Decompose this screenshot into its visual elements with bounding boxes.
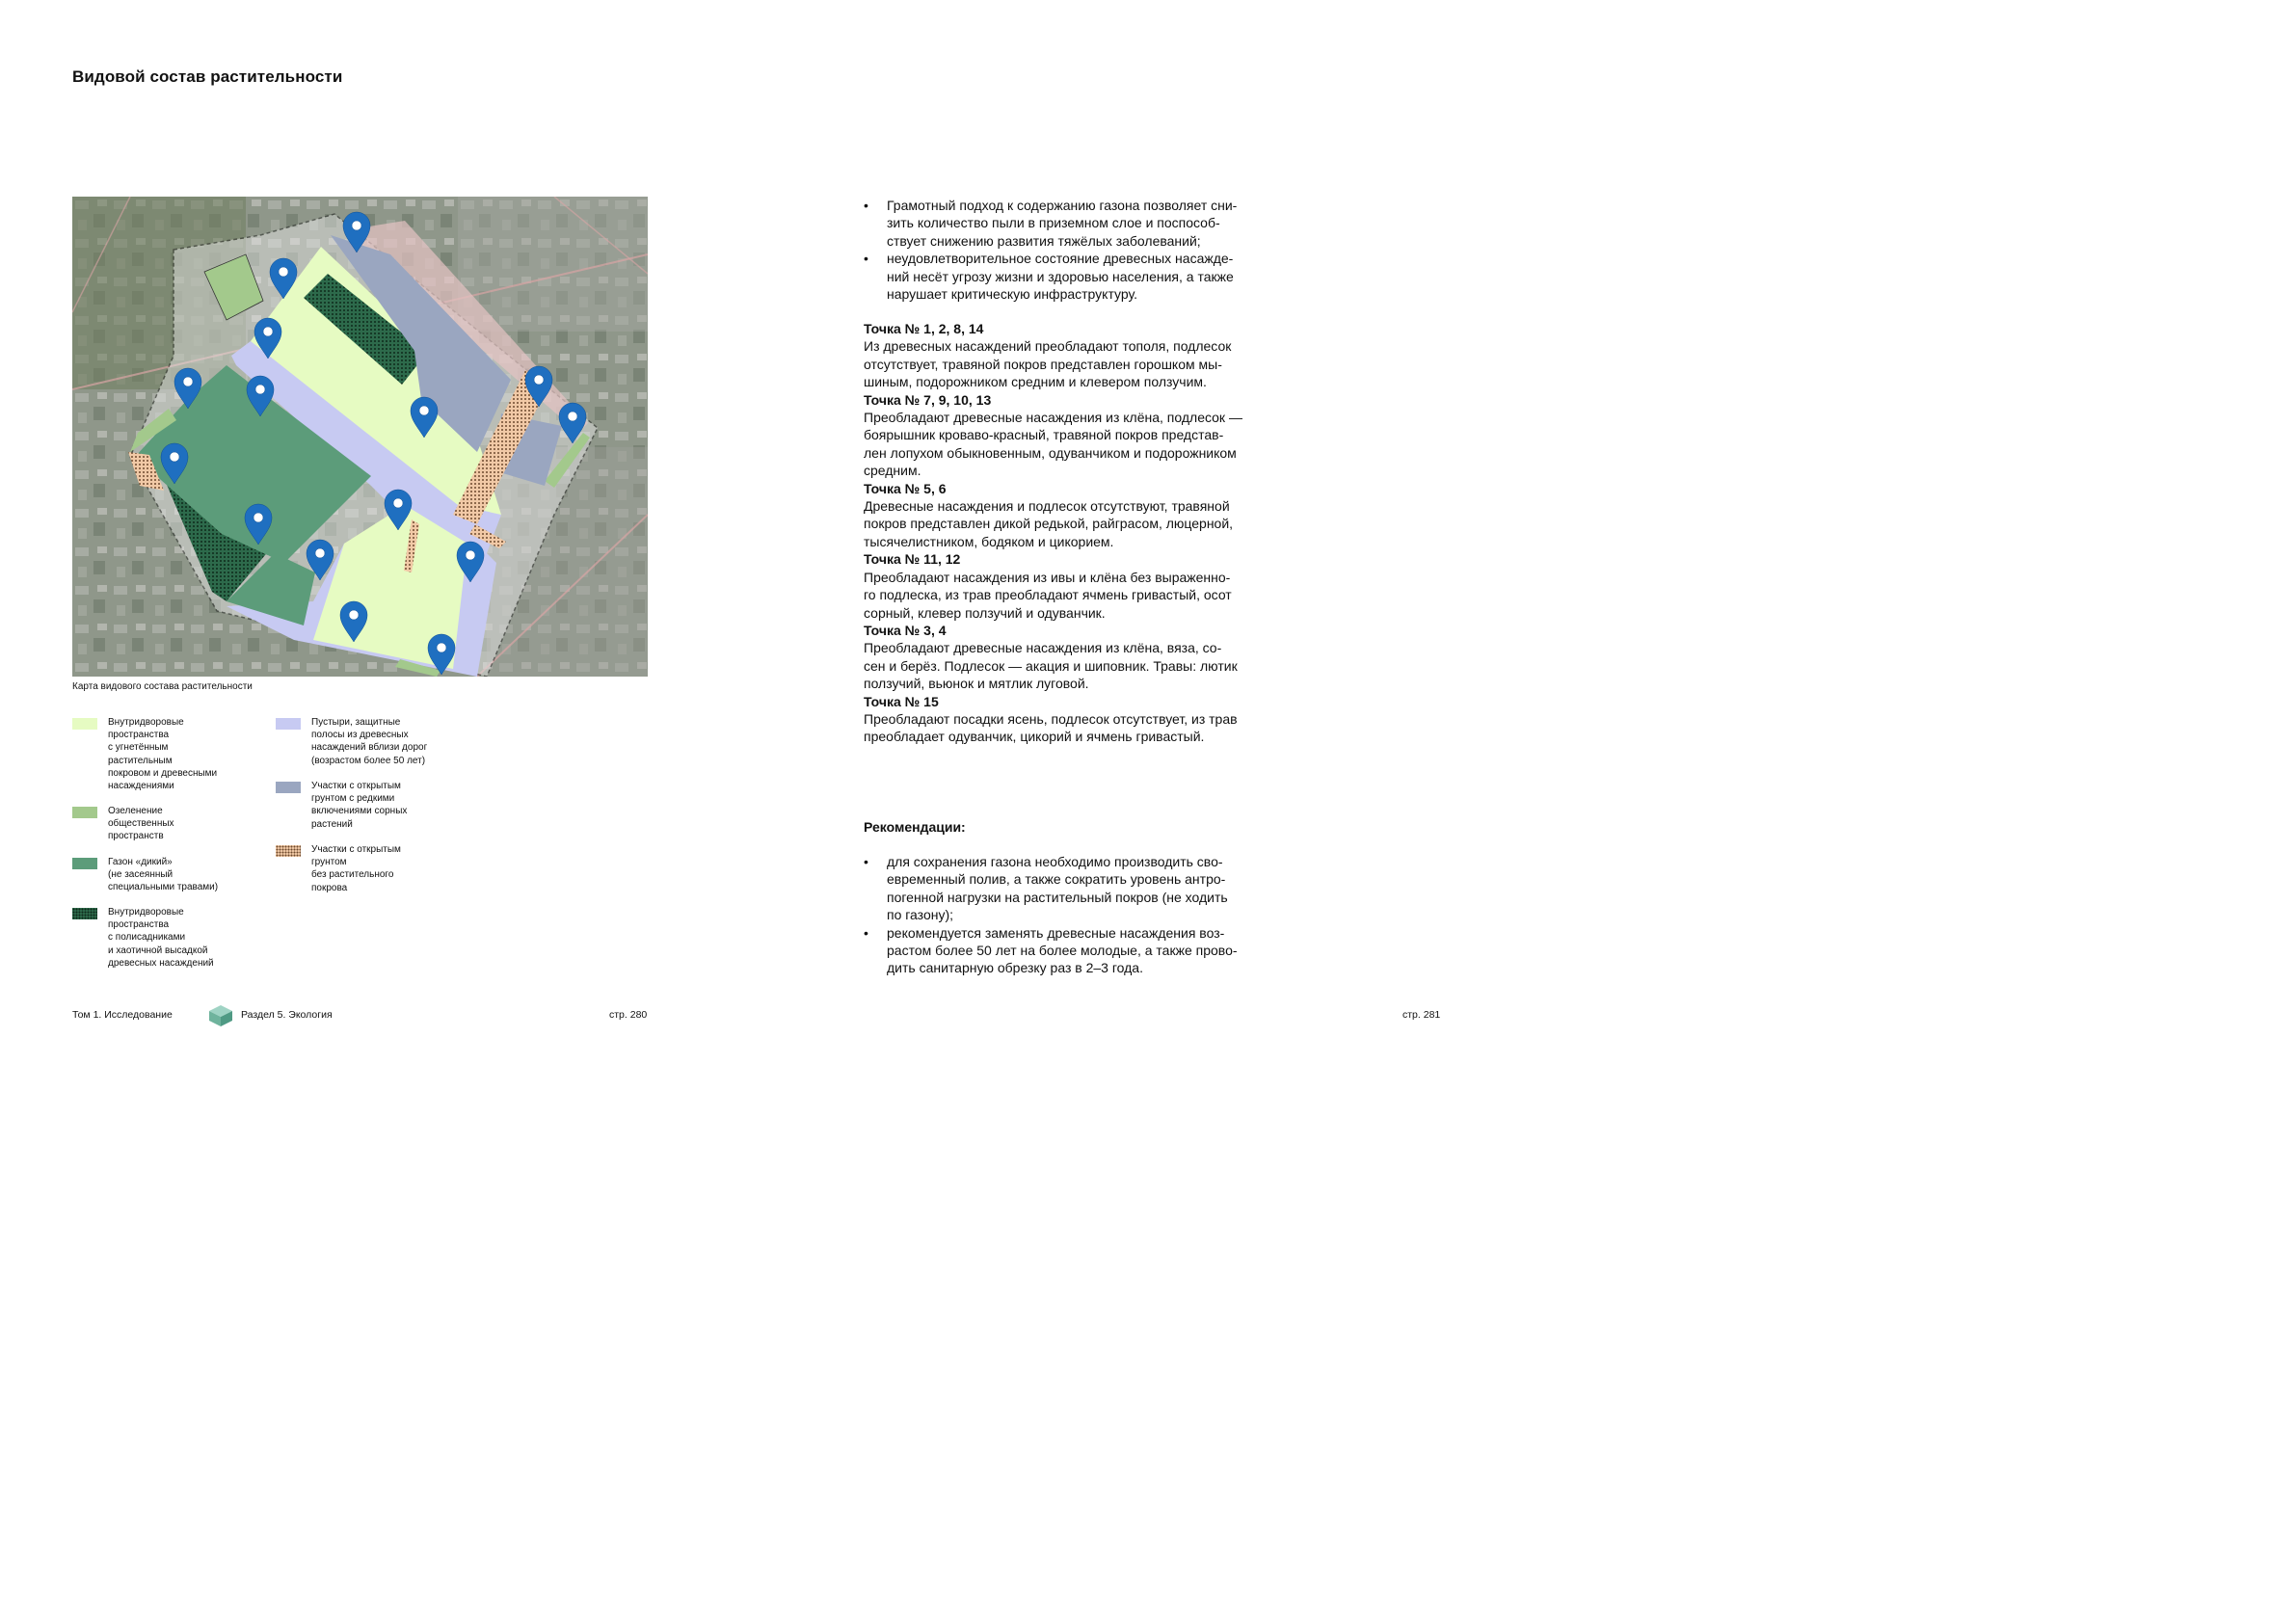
intro-bullet: • Грамотный подход к содержанию газона позволяет сни- зить количество пыли в приземном слое и поспособ- ствует снижению развития тяжёлых заболеваний; <box>864 197 1278 250</box>
legend-label: Участки с открытым грунтом без растительного покрова <box>311 844 401 893</box>
point-heading: Точка № 7, 9, 10, 13 <box>864 391 992 408</box>
recommendations-heading: Рекомендации: <box>864 819 966 835</box>
legend-label: Газон «дикий» (не засеянный специальными травами) <box>108 857 219 893</box>
point-text: Из древесных насаждений преобладают тополя, подлесок отсутствует, травяной покров представлен горошком мы- шиным, подорожником средним и клевером ползучим. <box>864 338 1232 390</box>
legend-swatch <box>72 858 97 869</box>
intro-bullet-list <box>864 197 1278 303</box>
footer-volume: Том 1. Исследование <box>72 1009 173 1021</box>
legend-item-yard-dark <box>72 906 214 970</box>
map-caption: Карта видового состава растительности <box>72 681 253 692</box>
legend-swatch <box>72 807 97 818</box>
intro-section <box>864 197 1278 303</box>
section-cube-icon <box>208 1004 233 1027</box>
legend-item-wasteland <box>276 716 427 767</box>
legend-item-open-ground-weeds <box>276 780 407 831</box>
recommendation-bullet: • для сохранения газона необходимо производить сво- евременный полив, а также сократить уровень антро- погенной нагрузки на растительный покров (не ходить по газону); <box>864 853 1278 924</box>
legend-item-public-green <box>72 805 174 843</box>
page-title: Видовой состав растительности <box>72 67 343 86</box>
legend-label: Озеленение общественных пространств <box>108 806 174 842</box>
footer-page-left: стр. 280 <box>609 1009 648 1021</box>
legend-swatch <box>72 718 97 730</box>
point-text: Преобладают древесные насаждения из клёна, подлесок — боярышник кроваво-красный, травяной покров представ- лен лопухом обыкновенным, одуванчиком и подорожником средним. <box>864 410 1242 479</box>
legend-label: Внутридворовые пространства с угнетённым растительным покровом и древесными насаждениями <box>108 717 218 792</box>
point-heading: Точка № 11, 12 <box>864 551 961 568</box>
legend-label: Участки с открытым грунтом с редкими включениями сорных растений <box>311 781 408 830</box>
point-heading: Точка № 5, 6 <box>864 480 947 496</box>
point-text: Древесные насаждения и подлесок отсутствуют, травяной покров представлен дикой редькой, райграсом, люцерной, тысячелистником, бодяком и цикорием. <box>864 498 1234 549</box>
point-text: Преобладают древесные насаждения из клёна, вяза, со- сен и берёз. Подлесок — акация и шиповник. Травы: лютик ползучий, вьюнок и мятлик луговой. <box>864 640 1238 692</box>
point-text: Преобладают посадки ясень, подлесок отсутствует, из трав преобладает одуванчик, цикорий и ячмень гривастый. <box>864 710 1238 745</box>
legend-item-wild-lawn <box>72 856 218 894</box>
legend-swatch <box>276 845 301 857</box>
point-heading: Точка № 1, 2, 8, 14 <box>864 321 984 336</box>
vegetation-map <box>72 197 648 677</box>
recommendations-section <box>864 818 1278 836</box>
recommendation-bullet: • рекомендуется заменять древесные насаждения воз- растом более 50 лет на более молодые, а также прово- дить санитарную обрезку раз в 2–3 года. <box>864 924 1278 977</box>
recommendations-list-wrap <box>864 853 1278 977</box>
recommendations-bullet-list <box>864 853 1278 977</box>
point-heading: Точка № 15 <box>864 693 939 709</box>
legend-swatch <box>276 718 301 730</box>
legend-label: Пустыри, защитные полосы из древесных насаждений вблизи дорог (возрастом более 50 лет) <box>311 717 428 766</box>
footer-section: Раздел 5. Экология <box>241 1009 333 1021</box>
point-text: Преобладают насаждения из ивы и клёна без выраженно- го подлеска, из трав преобладают ячмень гривастый, осот сорный, клевер ползучий и одуванчик. <box>864 569 1232 621</box>
legend-label: Внутридворовые пространства с полисадниками и хаотичной высадкой древесных насаждений <box>108 907 214 969</box>
legend-swatch <box>276 782 301 793</box>
legend-item-yard-light <box>72 716 217 792</box>
points-section <box>864 320 1278 746</box>
intro-bullet: • неудовлетворительное состояние древесных насажде- ний несёт угрозу жизни и здоровью населения, а также нарушает критическую инфраструктуру. <box>864 250 1278 303</box>
legend-swatch <box>72 908 97 919</box>
legend-item-open-ground-bare <box>276 843 401 894</box>
footer-page-right: стр. 281 <box>1402 1009 1441 1021</box>
point-heading: Точка № 3, 4 <box>864 622 947 638</box>
